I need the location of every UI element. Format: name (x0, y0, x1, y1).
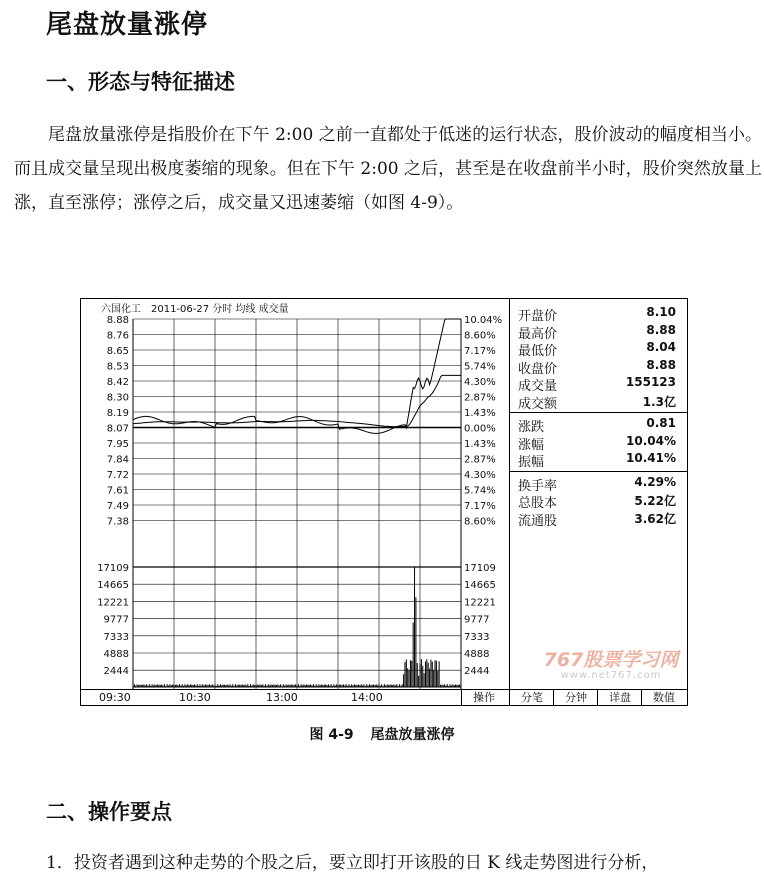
detail-button[interactable]: 详盘 (597, 690, 642, 706)
volume-tick-label-right: 14665 (464, 580, 496, 592)
chart-header: 六国化工 2011-06-27 分时 均线 成交量 (101, 304, 289, 315)
volume-tick-label: 4888 (103, 649, 129, 660)
price-tick-label: 8.30 (106, 392, 129, 404)
stat-row (518, 475, 682, 493)
volume-tick-label: 17109 (97, 563, 129, 574)
volume-tick-label: 14665 (97, 580, 129, 592)
price-tick-label: 8.88 (106, 315, 129, 326)
ticks-button[interactable]: 分笔 (509, 690, 554, 706)
stat-value: 155123 (625, 375, 676, 389)
price-tick-label: 8.53 (106, 361, 129, 373)
price-tick-label: 7.49 (106, 501, 129, 512)
stat-value: 10.04% (626, 433, 676, 448)
pct-tick-label: 5.74% (464, 485, 496, 497)
stat-label: 开盘价 (518, 309, 558, 324)
volume-tick-label-right: 2444 (464, 666, 490, 678)
pct-tick-label: 2.87% (464, 392, 496, 404)
stat-value: 1.3亿 (642, 394, 676, 409)
stat-label: 流通股 (518, 513, 558, 529)
volume-tick-label: 2444 (103, 666, 129, 678)
volume-tick-label: 7333 (103, 631, 129, 643)
time-label: 14:00 (351, 691, 383, 704)
pct-tick-label: 7.17% (464, 501, 496, 512)
stat-label: 涨幅 (518, 437, 545, 453)
pct-tick-label: 2.87% (464, 454, 496, 466)
price-tick-label: 7.61 (106, 485, 129, 497)
stat-value: 8.10 (646, 305, 676, 319)
volume-tick-label: 9777 (103, 614, 129, 626)
time-label: 10:30 (179, 691, 211, 704)
stat-row (518, 510, 682, 528)
stat-label: 收盘价 (518, 361, 558, 377)
price-tick-label: 7.72 (106, 470, 129, 481)
pct-tick-label: 1.43% (464, 408, 496, 419)
price-tick-label: 8.65 (106, 346, 129, 357)
operate-button[interactable]: 操作 (461, 690, 506, 706)
volume-tick-label-right: 9777 (464, 614, 490, 626)
stat-row (518, 375, 682, 393)
section-heading-2: 二、操作要点 (46, 800, 172, 824)
stat-row (518, 492, 682, 510)
stat-label: 成交额 (518, 396, 558, 412)
volume-tick-label-right: 4888 (464, 649, 490, 660)
stat-row (518, 340, 682, 358)
price-tick-label: 8.07 (106, 423, 129, 435)
pct-tick-label: 4.30% (464, 470, 496, 481)
intraday-chart (81, 299, 509, 689)
pct-tick-label: 10.04% (464, 315, 503, 326)
pct-tick-label: 0.00% (464, 423, 496, 435)
stat-label: 最高价 (518, 326, 558, 342)
page-title: 尾盘放量涨停 (46, 10, 209, 40)
stat-value: 0.81 (646, 416, 676, 430)
stat-row (518, 393, 682, 411)
stat-label: 换手率 (518, 478, 558, 494)
price-tick-label: 8.76 (106, 330, 129, 342)
section-heading-1: 一、形态与特征描述 (46, 70, 235, 94)
body-paragraph: 尾盘放量涨停是指股价在下午 2:00 之前一直都处于低迷的运行状态，股价波动的幅度相当小。而且成交量呈现出极度萎缩的现象。但在下午 2:00 之后，甚至是在收盘前半小时，股价突然放量上涨，直至涨停；涨停之后，成交量又迅速萎缩（如图 4-9）。 (14, 125, 762, 213)
stat-value: 10.41% (626, 451, 676, 465)
stat-value: 4.29% (634, 474, 676, 489)
minute-button[interactable]: 分钟 (553, 690, 598, 706)
stat-label: 振幅 (518, 455, 545, 470)
volume-tick-label-right: 7333 (464, 631, 490, 643)
time-label: 13:00 (266, 691, 298, 704)
panel-divider (510, 412, 688, 413)
price-tick-label: 7.84 (106, 454, 129, 466)
stat-label: 最低价 (518, 344, 558, 359)
pct-tick-label: 8.60% (464, 330, 496, 342)
stat-row (518, 416, 682, 434)
stat-row (518, 451, 682, 469)
figure-caption (0, 724, 764, 744)
pct-tick-label: 8.60% (464, 516, 496, 528)
value-button[interactable]: 数值 (641, 690, 686, 706)
list-item: 1．投资者遇到这种走势的个股之后，要立即打开该股的日 K 线走势图进行分析， (46, 853, 659, 873)
pct-tick-label: 5.74% (464, 361, 496, 373)
watermark-logo: 767股票学习网 (543, 649, 679, 671)
pct-tick-label: 4.30% (464, 377, 496, 388)
stat-value: 3.62亿 (634, 511, 676, 526)
stat-value: 8.88 (646, 357, 676, 372)
caption-text: 尾盘放量涨停 (370, 727, 455, 743)
price-tick-label: 8.42 (106, 377, 129, 388)
caption-number: 图 4-9 (309, 727, 354, 743)
stat-row (518, 434, 682, 452)
bottom-bar (81, 689, 687, 706)
stat-row (518, 323, 682, 341)
pct-tick-label: 1.43% (464, 439, 496, 450)
stat-label: 总股本 (518, 496, 558, 511)
watermark (537, 645, 685, 681)
price-tick-label: 7.38 (106, 516, 129, 528)
stat-row (518, 305, 682, 323)
stat-value: 8.04 (646, 340, 676, 354)
pct-tick-label: 7.17% (464, 346, 496, 357)
volume-tick-label: 12221 (97, 597, 129, 609)
panel-divider (510, 471, 688, 472)
quote-panel (509, 299, 688, 689)
stat-label: 涨跌 (518, 420, 545, 435)
stat-value: 8.88 (646, 322, 676, 337)
volume-tick-label-right: 12221 (464, 597, 496, 609)
price-tick-label: 8.19 (106, 408, 129, 419)
stat-row (518, 358, 682, 376)
price-tick-label: 7.95 (106, 439, 129, 450)
stat-label: 成交量 (518, 379, 558, 394)
watermark-url: www.net767.com (560, 670, 662, 681)
volume-tick-label-right: 17109 (464, 563, 496, 574)
stat-value: 5.22亿 (634, 494, 676, 508)
time-label: 09:30 (99, 691, 131, 704)
